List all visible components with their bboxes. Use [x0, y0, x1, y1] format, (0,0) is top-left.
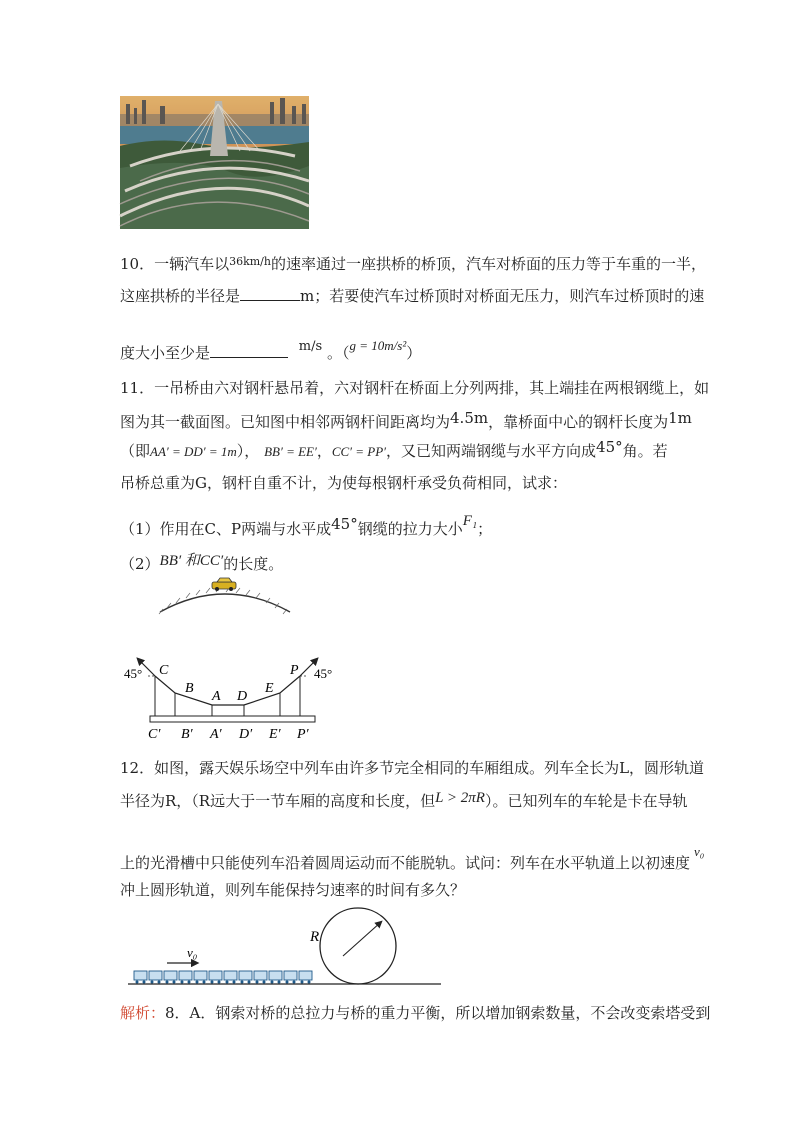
answer-blank-radius [240, 286, 300, 301]
label-a-prime: A′ [210, 727, 222, 742]
q11-sub-2: （2）BB′ 和CC′的长度。 [120, 553, 284, 573]
arch-bridge-diagram [155, 576, 295, 616]
answer-blank-speed [210, 343, 288, 358]
q12-line-3: 上的光滑槽中只能使列车沿着圆周运动而不能脱轨。试问：列车在水平轨道上以初速度v₀ [120, 844, 705, 872]
q12-line-1: 12．如图，露天娱乐场空中列车由许多节完全相同的车厢组成。列车全长为L，圆形轨道 [120, 759, 705, 777]
radius-label: R [310, 929, 320, 945]
label-a: A [212, 689, 221, 704]
angle-label-right: 45° [314, 666, 333, 681]
label-b-prime: B′ [181, 727, 193, 742]
train [134, 971, 312, 980]
analysis-label: 解析： [120, 1004, 166, 1022]
label-c: C [159, 663, 169, 678]
q11-line-4: 吊桥总重为G，钢杆自重不计，为使每根钢杆承受负荷相同，试求： [120, 474, 567, 492]
label-e-prime: E′ [269, 727, 281, 742]
q10-line-1: 10．一辆汽车以$^{36km/h}$的速率通过一座拱桥的桥顶，汽车对桥面的压力等于车重的一半， [120, 255, 706, 273]
velocity-label: v₀ [187, 945, 198, 960]
car-icon [212, 578, 236, 591]
label-e: E [265, 681, 274, 696]
q11-sub-1: （1）作用在C、P两端与水平成45°钢缆的拉力大小F₁； [120, 513, 493, 538]
label-c-prime: C′ [148, 727, 161, 742]
label-b: B [185, 681, 194, 696]
label-d: D [237, 689, 248, 704]
suspension-bridge-diagram [118, 650, 333, 742]
train-loop-diagram [125, 908, 445, 990]
q10-line-3: 度大小至少是 m/s 。（g = 10m/s²） [120, 338, 422, 362]
q11-line-3: （即AA′ = DD′ = 1m）， BB′ = EE′，CC′ = PP′，又已知两端钢缆与水平方向成45°角。若 [120, 438, 668, 460]
q10-line-2: 这座拱桥的半径是 m；若要使汽车过桥顶时对桥面无压力，则汽车过桥顶时的速 [120, 287, 705, 305]
label-d-prime: D′ [239, 727, 253, 742]
label-p-prime: P′ [297, 727, 309, 742]
q12-line-4: 冲上圆形轨道，则列车能保持匀速率的时间有多久？ [120, 881, 466, 899]
label-p: P [290, 663, 299, 678]
q11-line-2: 图为其一截面图。已知图中相邻两钢杆间距离均为4.5m，靠桥面中心的钢杆长度为1m [120, 409, 692, 431]
q11-line-1: 11．一吊桥由六对钢杆悬吊着，六对钢杆在桥面上分列两排，其上端挂在两根钢缆上，如 [120, 379, 710, 397]
angle-label-left: 45° [124, 666, 143, 681]
bridge-photo [120, 96, 309, 229]
q12-line-2: 半径为R，（R远大于一节车厢的高度和长度，但L > 2πR）。已知列车的车轮是卡在导轨 [120, 790, 688, 810]
analysis-line: 解析：8．A．钢索对桥的总拉力与桥的重力平衡，所以增加钢索数量，不会改变索塔受到 [120, 1004, 711, 1022]
